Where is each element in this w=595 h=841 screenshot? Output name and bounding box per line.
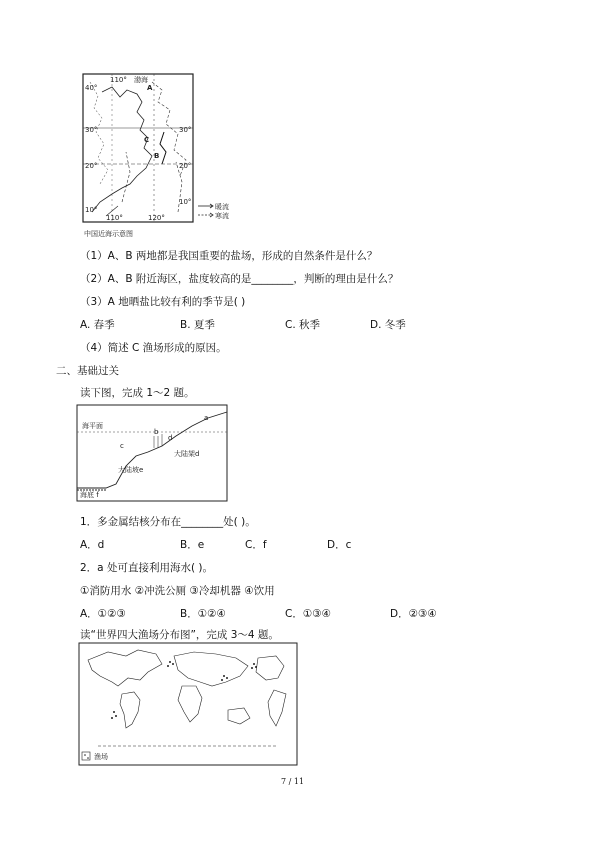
point-a-label: A [147, 84, 153, 92]
lat-label-40: 40° [85, 84, 98, 92]
lat-label-30: 30° [85, 126, 98, 134]
legend-warm: 暖流 [215, 203, 229, 211]
s2-q1-option-d: D．c [327, 539, 352, 551]
shelf-label: 大陆架d [174, 450, 200, 458]
s2-q2-option-b: B．①②④ [180, 608, 226, 620]
section2-heading: 二、基础过关 [56, 365, 119, 377]
deep-label: 海底 f [80, 491, 99, 499]
q1-option-b: B. 夏季 [180, 319, 215, 331]
top-lon-label-110: 110° [110, 76, 127, 84]
s2-q1-option-a: A．d [80, 539, 105, 551]
q1-option-d: D. 冬季 [370, 319, 406, 331]
q1-line1: （1）A、B 两地都是我国重要的盐场，形成的自然条件是什么？ [80, 250, 378, 262]
s2-q1: 1．多金属结核分布在________处( )。 [80, 516, 256, 528]
q1-option-a: A. 春季 [80, 319, 115, 331]
section2-intro: 读下图，完成 1～2 题。 [80, 387, 195, 399]
s2-q1-option-b: B．e [180, 539, 205, 551]
s2-q2-option-d: D．②③④ [390, 608, 437, 620]
s2-q2-option-a: A．①②③ [80, 608, 126, 620]
sea-level-label: 海平面 [82, 422, 103, 430]
legend-cold: 寒流 [215, 212, 229, 220]
right-lat-label-20: 20° [179, 162, 192, 170]
fishing-legend: 渔场 [94, 753, 108, 761]
bottom-lon-label-110: 110° [106, 214, 123, 222]
q1-line4: （4）简述 C 渔场形成的原因。 [80, 342, 227, 354]
s2-intro2: 读“世界四大渔场分布图”，完成 3～4 题。 [80, 629, 279, 641]
s2-q2-option-c: C．①③④ [285, 608, 332, 620]
label-a: a [204, 414, 209, 422]
lat-label-20: 20° [85, 162, 98, 170]
map-caption: 中国近海示意图 [84, 230, 133, 238]
s2-q2: 2．a 处可直接利用海水( )。 [80, 562, 213, 574]
top-place-label: 渤海 [134, 76, 148, 84]
bottom-lon-label-120: 120° [148, 214, 165, 222]
right-lat-label-10: 10° [179, 198, 192, 206]
q1-option-c: C. 秋季 [285, 319, 321, 331]
label-c: c [120, 442, 124, 450]
ocean-floor-diagram [76, 404, 228, 502]
point-b-label: B [154, 152, 160, 160]
lat-label-10: 10° [85, 206, 98, 214]
china-seas-map [82, 72, 247, 240]
label-b: b [154, 428, 159, 436]
point-c-label: C [144, 136, 150, 144]
right-lat-label-30: 30° [179, 126, 192, 134]
q1-line3: （3）A 地晒盐比较有利的季节是( ) [80, 296, 246, 308]
page-number: 7 / 11 [281, 777, 305, 786]
q1-line2: （2）A、B 附近海区，盐度较高的是________，判断的理由是什么？ [80, 273, 399, 285]
slope-label: 大陆坡e [118, 466, 144, 474]
s2-q2-items: ①消防用水 ②冲洗公厕 ③冷却机器 ④饮用 [80, 585, 275, 597]
world-fishing-map [78, 642, 298, 766]
label-d: d [168, 434, 173, 442]
s2-q1-option-c: C．f [245, 539, 267, 551]
